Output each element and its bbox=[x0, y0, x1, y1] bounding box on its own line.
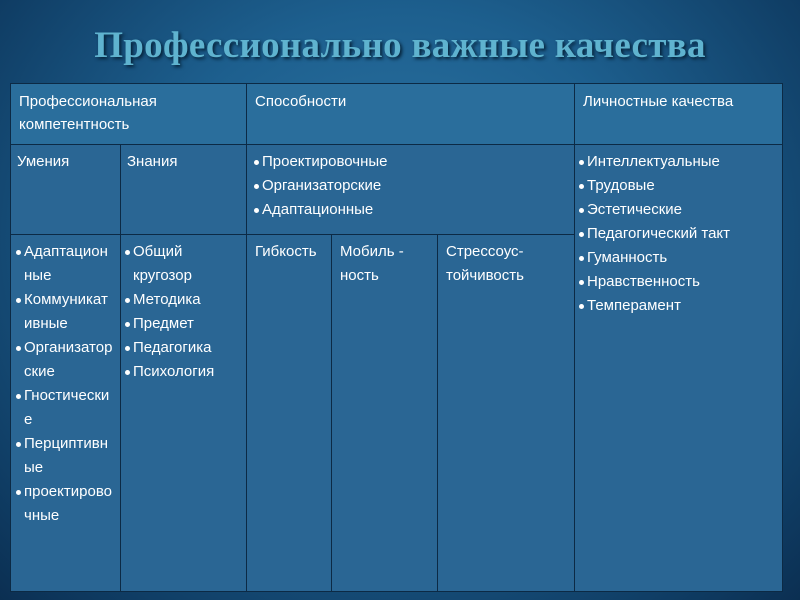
knowledge-list-cell bbox=[120, 234, 247, 592]
skills-list-cell bbox=[10, 234, 121, 592]
list-item: Педагогический такт bbox=[578, 222, 776, 246]
knowledge-list bbox=[124, 240, 244, 384]
list-item: Методика bbox=[124, 288, 244, 312]
personal-list-cell bbox=[574, 144, 783, 592]
list-item: проектировочные bbox=[15, 480, 116, 528]
list-item: Нравственность bbox=[578, 270, 776, 294]
list-item: Гностические bbox=[15, 384, 116, 432]
list-item: Общий кругозор bbox=[124, 240, 244, 288]
ability-flexibility-cell bbox=[246, 234, 332, 592]
list-item: Эстетические bbox=[578, 198, 776, 222]
header-abilities bbox=[246, 83, 575, 145]
list-item: Психология bbox=[124, 360, 244, 384]
list-item: Адаптационные bbox=[253, 198, 568, 222]
list-item: Организаторские bbox=[15, 336, 116, 384]
list-item: Темперамент bbox=[578, 294, 776, 318]
personal-list bbox=[578, 150, 776, 318]
abilities-list bbox=[253, 150, 568, 222]
subheader-knowledge-label: Знания bbox=[127, 153, 178, 170]
abilities-list-cell bbox=[246, 144, 575, 235]
list-item: Предмет bbox=[124, 312, 244, 336]
list-item: Педагогика bbox=[124, 336, 244, 360]
ability-mobility-cell bbox=[331, 234, 438, 592]
list-item: Гуманность bbox=[578, 246, 776, 270]
ability-flexibility-label: Гибкость bbox=[255, 243, 317, 260]
header-competence bbox=[10, 83, 247, 145]
ability-stress-cell bbox=[437, 234, 575, 592]
list-item: Проектировочные bbox=[253, 150, 568, 174]
header-personal bbox=[574, 83, 783, 145]
list-item: Коммуникативные bbox=[15, 288, 116, 336]
header-competence-label: Профессиональная компетентность bbox=[19, 93, 157, 133]
list-item: Трудовые bbox=[578, 174, 776, 198]
list-item: Интеллектуальные bbox=[578, 150, 776, 174]
skills-list bbox=[15, 240, 116, 528]
subheader-skills bbox=[10, 144, 121, 235]
list-item: Организаторские bbox=[253, 174, 568, 198]
list-item: Адаптационные bbox=[15, 240, 116, 288]
header-personal-label: Личностные качества bbox=[583, 93, 734, 110]
ability-stress-label: Стрессоус-тойчивость bbox=[446, 243, 524, 284]
list-item: Перциптивные bbox=[15, 432, 116, 480]
subheader-knowledge bbox=[120, 144, 247, 235]
subheader-skills-label: Умения bbox=[17, 153, 70, 170]
slide-title: Профессионально важные качества bbox=[94, 25, 706, 66]
ability-mobility-label: Мобиль - ность bbox=[340, 243, 404, 284]
header-abilities-label: Способности bbox=[255, 93, 347, 110]
